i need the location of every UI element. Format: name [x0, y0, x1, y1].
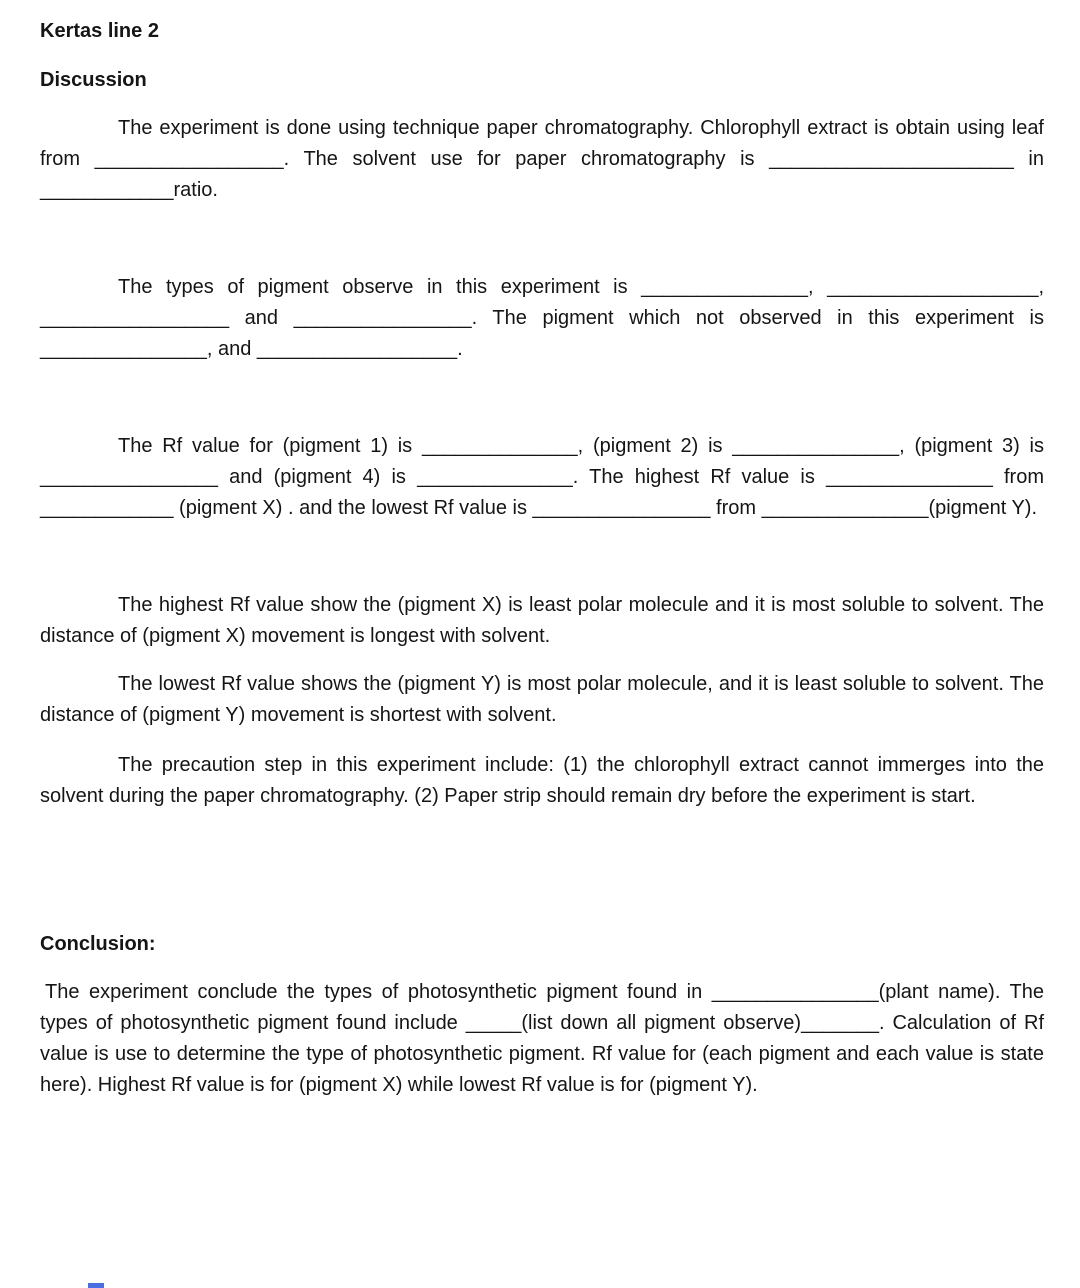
discussion-paragraph-1: The experiment is done using technique paper chromatography. Chlorophyll extract is obtain using leaf from _________________. The solvent use for paper chromatography is ______________________ in ____________ratio. — [40, 117, 1044, 201]
document-title: Kertas line 2 — [40, 20, 159, 42]
discussion-paragraph-3: The Rf value for (pigment 1) is ______________, (pigment 2) is _______________, (pigment 3) is ________________ and (pigment 4) is ______________. The highest Rf value is _______________ from ____________ (pigment X) . and the lowest Rf value is ________________ from _______________(pigment Y). — [40, 435, 1044, 519]
cutoff-blue-artifact — [88, 1283, 104, 1288]
conclusion-paragraph: The experiment conclude the types of photosynthetic pigment found in _______________(plant name). The types of photosynthetic pigment found include _____(list down all pigment observe)_______. Calculation of Rf value is use to determine the type of photosynthetic pigment. Rf value for (each pigment and each value is state here). Highest Rf value is for (pigment X) while lowest Rf value is for (pigment Y). — [40, 981, 1044, 1096]
discussion-paragraph-2: The types of pigment observe in this experiment is _______________, ___________________, _________________ and ________________. The pigment which not observed in this experiment is _______________, and __________________. — [40, 276, 1044, 360]
discussion-heading: Discussion — [40, 69, 147, 91]
discussion-paragraph-6: The precaution step in this experiment include: (1) the chlorophyll extract cannot immerges into the solvent during the paper chromatography. (2) Paper strip should remain dry before the experiment is start. — [40, 754, 1044, 807]
discussion-paragraph-5: The lowest Rf value shows the (pigment Y) is most polar molecule, and it is least soluble to solvent. The distance of (pigment Y) movement is shortest with solvent. — [40, 673, 1044, 726]
conclusion-heading: Conclusion: — [40, 933, 156, 955]
discussion-paragraph-4: The highest Rf value show the (pigment X) is least polar molecule and it is most soluble to solvent. The distance of (pigment X) movement is longest with solvent. — [40, 594, 1044, 647]
